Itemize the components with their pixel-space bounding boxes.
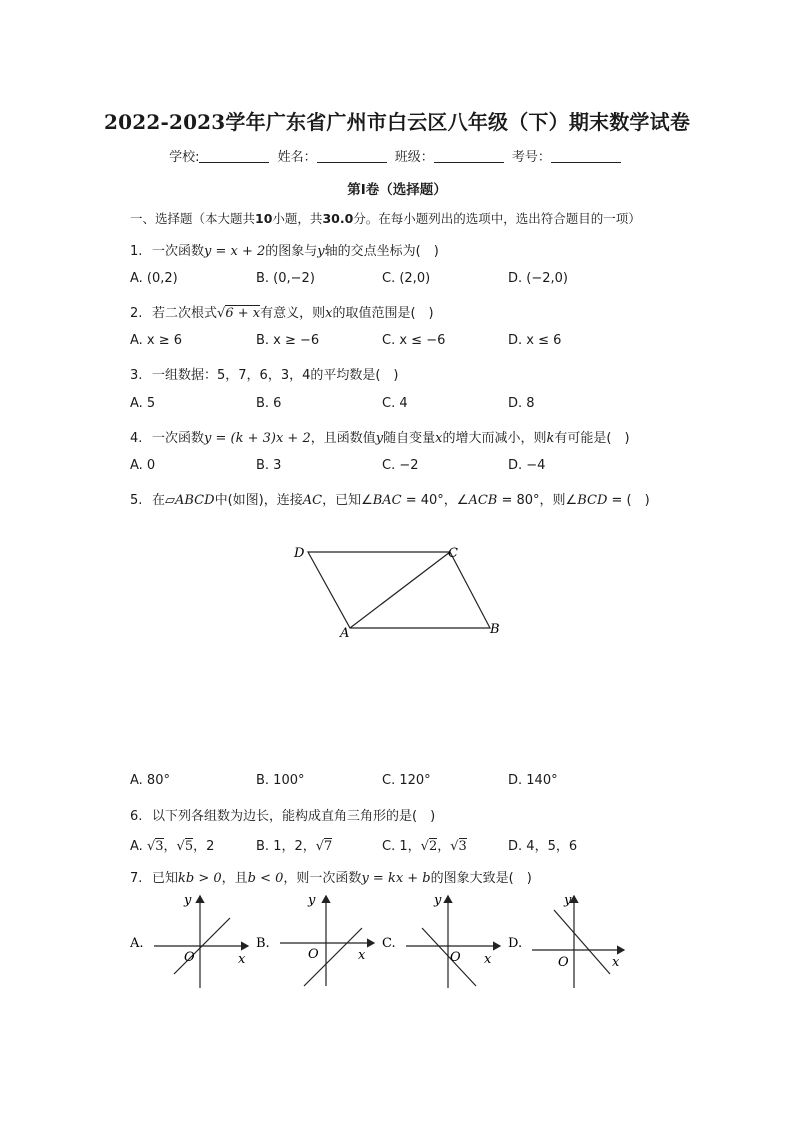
svg-text:x: x [484,952,492,967]
class-label: 班级： [394,150,434,165]
q3-option-d[interactable]: D. 8 [508,396,535,411]
q1-option-d[interactable]: D. (−2,0) [508,271,568,286]
q4-option-c[interactable]: C. −2 [382,458,419,473]
q4-option-b[interactable]: B. 3 [256,458,282,473]
svg-text:x: x [612,955,620,970]
diagonal-ac [350,552,450,628]
q1-option-b[interactable]: B. (0,−2) [256,271,315,286]
parallelogram-figure [290,540,510,640]
radical-expression: √6 + x [217,306,261,321]
exam-number-blank [551,149,621,163]
svg-text:O: O [184,950,195,965]
svg-text:y: y [308,893,316,908]
class-blank [434,149,504,163]
school-blank [199,149,269,163]
q6-option-b[interactable]: B. 1，2，√7 [256,839,333,854]
svg-text:O: O [308,947,319,962]
q5-option-a[interactable]: A. 80° [130,773,170,788]
q1-option-a[interactable]: A. (0,2) [130,271,178,286]
q6-option-d[interactable]: D. 4，5，6 [508,839,578,854]
svg-text:x: x [358,948,366,963]
line-graph-c [422,928,476,986]
q3-option-a[interactable]: A. 5 [130,396,156,411]
q5-option-d[interactable]: D. 140° [508,773,558,788]
name-blank [317,149,387,163]
q2-option-b[interactable]: B. x ≥ −6 [256,333,320,348]
svg-text:O: O [450,950,461,965]
svg-text:O: O [558,955,569,970]
q1-option-c[interactable]: C. (2,0) [382,271,431,286]
question-7: 7. 已知kb > 0，且b < 0，则一次函数y = kx + b的图象大致是( ) [130,871,532,886]
question-6: 6. 以下列各组数为边长，能构成直角三角形的是( ) [130,809,436,824]
q6-option-c[interactable]: C. 1，√2，√3 [382,839,467,854]
q2-option-c[interactable]: C. x ≤ −6 [382,333,446,348]
svg-text:B.: B. [256,936,270,951]
vertex-b-label: B [490,622,500,637]
q3-option-b[interactable]: B. 6 [256,396,282,411]
q2-option-a[interactable]: A. x ≥ 6 [130,333,183,348]
svg-text:D.: D. [508,936,523,951]
graph-option-a[interactable] [129,893,248,988]
question-3: 3. 一组数据：5，7，6，3，4的平均数是( ) [130,368,399,383]
svg-text:C.: C. [382,936,396,951]
q5-option-c[interactable]: C. 120° [382,773,431,788]
exam-number-label: 考号： [511,150,551,165]
q6-option-a[interactable]: A. √3，√5，2 [130,839,215,854]
svg-text:y: y [434,893,442,908]
school-label: 学校: [169,150,200,165]
part-instructions: 一、选择题（本大题共10小题，共30.0分。在每小题列出的选项中，选出符合题目的一项） [130,211,641,226]
vertex-d-label: D [294,546,305,561]
q5-option-b[interactable]: B. 100° [256,773,305,788]
svg-text:y: y [184,893,192,908]
parallelogram-abcd [308,552,490,628]
section-heading: 第Ⅰ卷（选择题） [347,182,447,198]
q4-option-a[interactable]: A. 0 [130,458,156,473]
svg-text:y: y [564,893,572,908]
student-info-line [0,146,794,165]
question-4: 4. 一次函数y = (k + 3)x + 2，且函数值y随自变量x的增大而减小，则k有可能是( ) [130,431,630,446]
exam-title: 2022-2023学年广东省广州市白云区八年级（下）期末数学试卷 [103,110,691,134]
question-1: 1. 一次函数y = x + 2的图象与y轴的交点坐标为( ) [130,244,439,259]
graph-option-b[interactable] [256,893,374,986]
q4-option-d[interactable]: D. −4 [508,458,546,473]
question-5: 5. 在▱ABCD中(如图)，连接AC，已知∠BAC = 40°，∠ACB = 80°，则∠BCD = ( ) [130,493,650,508]
q2-option-d[interactable]: D. x ≤ 6 [508,333,562,348]
question-2: 2. 若二次根式√6 + x有意义，则x的取值范围是( ) [130,306,434,321]
name-label: 姓名： [277,150,317,165]
vertex-a-label: A [340,626,350,640]
svg-text:x: x [238,952,246,967]
svg-text:A.: A. [130,936,144,951]
q7-graph-options [126,888,636,993]
graph-option-d[interactable] [508,893,624,988]
q3-option-c[interactable]: C. 4 [382,396,408,411]
vertex-c-label: C [448,546,458,561]
graph-option-c[interactable] [382,893,500,988]
